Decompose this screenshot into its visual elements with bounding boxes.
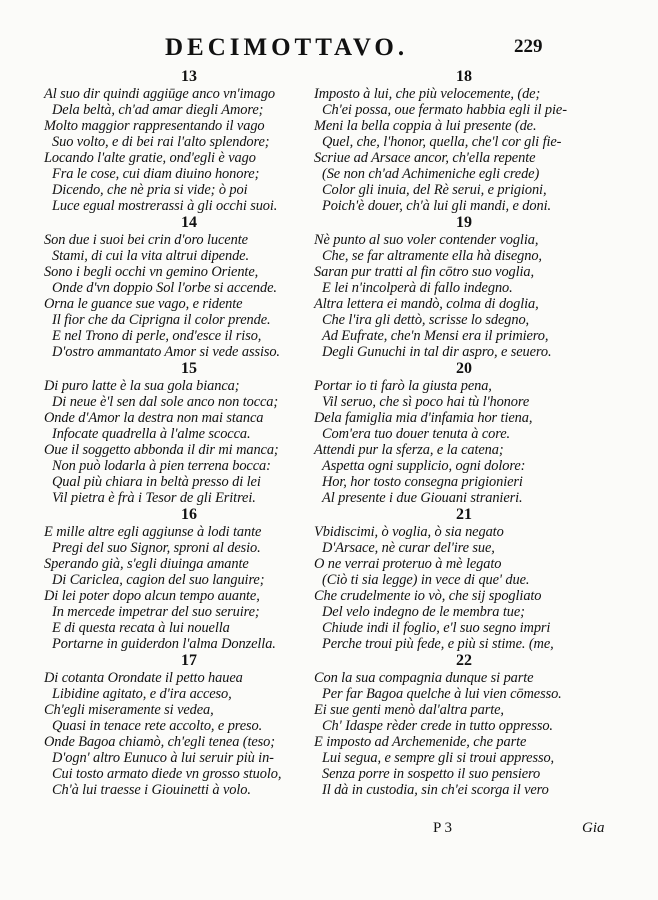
verse-line: E imposto ad Archemenide, che parte xyxy=(314,734,527,750)
verse-line: Di cotanta Orondate il petto hauea xyxy=(44,670,243,686)
page-number: 229 xyxy=(514,36,543,57)
verse-line: O ne verrai proteruo à mè legato xyxy=(314,556,502,572)
verse-line: Di Caricleа, cagion del suo languire; xyxy=(52,572,265,588)
verse-line: Orna le guance sue vago, e ridente xyxy=(44,296,243,312)
stanza xyxy=(44,506,344,652)
verse-line: Stami, di cui la vita altrui dipende. xyxy=(52,248,249,264)
verse-line: Onde d'vn doppio Sol l'orbe si accende. xyxy=(52,280,277,296)
verse-line: Com'era tuo douer tenuta à core. xyxy=(322,426,510,442)
verse-line: Di puro latte è la sua gola bianca; xyxy=(44,378,240,394)
verse-line: Locando l'alte gratie, ond'egli è vago xyxy=(44,150,256,166)
verse-line: Il dà in custodia, sin ch'ei scorga il vero xyxy=(322,782,549,798)
right-column xyxy=(314,68,624,798)
verse-line: (Ciò ti sia legge) in vece di que' due. xyxy=(322,572,530,588)
verse-line: Al presente i due Giouani stranieri. xyxy=(322,490,523,506)
verse-line: Pregi del suo Signor, sproni al desio. xyxy=(52,540,261,556)
verse-line: Attendi pur la sferza, e la catena; xyxy=(314,442,504,458)
verse-line: Altra lettera ei mandò, colma di doglia, xyxy=(314,296,539,312)
verse-line: (Se non ch'ad Achimeniche egli crede) xyxy=(322,166,540,182)
verse-line: Oue il soggetto abbonda il dir mi manca; xyxy=(44,442,279,458)
stanza-number: 20 xyxy=(456,360,472,377)
verse-line: Nè punto al suo voler contender voglia, xyxy=(314,232,539,248)
verse-line: Ch' Idaspe rèder crede in tutto oppresso. xyxy=(322,718,553,734)
verse-line: Chiude indi il foglio, e'l suo segno impri xyxy=(322,620,551,636)
verse-line: Infocate quadrella à l'alme scocca. xyxy=(52,426,251,442)
verse-line: Dela beltà, ch'ad amar diegli Amore; xyxy=(52,102,264,118)
verse-line: Il fior che da Ciprigna il color prende. xyxy=(52,312,271,328)
verse-line: Meni la bella coppia à lui presente (de. xyxy=(314,118,537,134)
verse-line: Non può lodarla à pien terrena bocca: xyxy=(52,458,271,474)
verse-line: Saran pur tratti al fin cōtro suo voglia, xyxy=(314,264,535,280)
verse-line: Degli Gunuchi in tal dir aspro, e seuero. xyxy=(322,344,552,360)
verse-line: Dela famiglia mia d'infamia hor tiena, xyxy=(314,410,533,426)
verse-line: Aspetta ogni supplicio, ogni dolore: xyxy=(322,458,526,474)
verse-line: Lui segua, e sempre gli si troui appresso, xyxy=(322,750,555,766)
verse-line: Poich'è douer, ch'à lui gli mandi, e doni. xyxy=(322,198,551,214)
verse-line: Senza porre in sospetto il suo pensiero xyxy=(322,766,541,782)
verse-line: Scriue ad Arsace ancor, ch'ella repente xyxy=(314,150,536,166)
verse-line: Ch'à lui traesse i Giouinetti à volo. xyxy=(52,782,251,798)
stanza-number: 15 xyxy=(181,360,197,377)
signature-mark: P 3 xyxy=(433,820,453,836)
verse-line: Del velo indegno de le membra tue; xyxy=(322,604,525,620)
stanza xyxy=(44,214,344,360)
verse-line: Molto maggior rappresentando il vago xyxy=(44,118,265,134)
verse-line: Ch'ei possa, oue fermato habbia egli il pie- xyxy=(322,102,567,118)
stanza xyxy=(44,652,344,798)
page-footer xyxy=(0,820,658,842)
verse-line: Hor, hor tosto consegna prigionieri xyxy=(322,474,523,490)
verse-line: In mercede impetrar del suo seruire; xyxy=(52,604,260,620)
verse-line: D'Arsace, nè curar del'ire sue, xyxy=(322,540,495,556)
verse-line: Quel, che, l'honor, quella, che'l cor gli fie- xyxy=(322,134,562,150)
stanza xyxy=(314,652,624,798)
verse-line: Con la sua compagnia dunque si parte xyxy=(314,670,534,686)
verse-line: E lei n'incolperà di fallo indegno. xyxy=(322,280,513,296)
verse-line: Son due i suoi bei crin d'oro lucente xyxy=(44,232,248,248)
stanza-number: 18 xyxy=(456,68,472,85)
stanza-number: 14 xyxy=(181,214,197,231)
verse-line: Perche troui più fede, e più si stime. (me, xyxy=(322,636,554,652)
verse-line: D'ogn' altro Eunuco à lui seruir più in- xyxy=(52,750,274,766)
stanza-number: 13 xyxy=(181,68,197,85)
verse-line: Onde d'Amor la destra non mai stanca xyxy=(44,410,264,426)
verse-line: Ch'egli miseramente si vedea, xyxy=(44,702,214,718)
verse-line: E di questa recata à lui nouella xyxy=(52,620,230,636)
running-title: DECIMOTTAVO. xyxy=(165,34,409,61)
verse-line: Libidine agitato, e d'ira acceso, xyxy=(52,686,232,702)
verse-line: Per far Bagoa quelche à lui vien cōmesso. xyxy=(322,686,562,702)
verse-line: Onde Bagoa chiamò, ch'egli tenea (teso; xyxy=(44,734,275,750)
verse-line: Luce egual mostrerassi à gli occhi suoi. xyxy=(52,198,278,214)
verse-line: Color gli inuia, del Rè serui, e prigioni, xyxy=(322,182,547,198)
stanza-number: 19 xyxy=(456,214,472,231)
verse-line: Che crudelmente io vò, che sij spogliato xyxy=(314,588,542,604)
verse-line: Qual più chiara in beltà presso di lei xyxy=(52,474,261,490)
stanza-number: 16 xyxy=(181,506,197,523)
stanza xyxy=(44,68,344,214)
verse-line: Ad Eufrate, che'n Mensi era il primiero, xyxy=(322,328,549,344)
verse-line: Di lei poter dopo alcun tempo auante, xyxy=(44,588,260,604)
verse-line: Al suo dir quindi aggiūge anco vn'imago xyxy=(44,86,276,102)
verse-line: Portar io ti farò la giusta pena, xyxy=(314,378,492,394)
page-header xyxy=(0,34,658,68)
verse-line: Portarne in guiderdon l'alma Donzella. xyxy=(52,636,276,652)
verse-line: Sono i begli occhi vn gemino Oriente, xyxy=(44,264,259,280)
verse-line: Imposto à lui, che più velocemente, (de; xyxy=(314,86,541,102)
verse-line: Di neue è'l sen dal sole anco non tocca; xyxy=(52,394,279,410)
stanza-number: 21 xyxy=(456,506,472,523)
verse-line: Suo volto, e di bei rai l'alto splendore; xyxy=(52,134,270,150)
left-column xyxy=(44,68,344,798)
stanza xyxy=(314,360,624,506)
stanza xyxy=(44,360,344,506)
verse-line: Ei sue genti menò dal'altra parte, xyxy=(314,702,504,718)
verse-line: Cui tosto armato diede vn grosso stuolo, xyxy=(52,766,282,782)
stanza xyxy=(314,68,624,214)
verse-line: E mille altre egli aggiunse à lodi tante xyxy=(44,524,262,540)
verse-line: E nel Trono di perle, ond'esce il riso, xyxy=(52,328,262,344)
verse-line: Dicendo, che nè pria si vide; ò poi xyxy=(52,182,248,198)
verse-line: Che, se far altramente ella hà disegno, xyxy=(322,248,542,264)
stanza xyxy=(314,506,624,652)
stanza-number: 22 xyxy=(456,652,472,669)
verse-line: Vbidiscimi, ò voglia, ò sia negato xyxy=(314,524,504,540)
verse-line: Vil pietra è frà i Tesor de gli Eritrei. xyxy=(52,490,256,506)
stanza xyxy=(314,214,624,360)
stanza-number: 17 xyxy=(181,652,197,669)
catchword: Gia xyxy=(582,820,605,836)
verse-line: Quasi in tenace rete accolto, e preso. xyxy=(52,718,263,734)
verse-line: Vil seruo, che sì poco hai tù l'honore xyxy=(322,394,530,410)
verse-line: Fra le cose, cui diam diuino honore; xyxy=(52,166,260,182)
verse-line: Sperando già, s'egli diuinga amante xyxy=(44,556,249,572)
verse-line: D'ostro ammantato Amor si vede assiso. xyxy=(52,344,280,360)
verse-line: Che l'ira gli dettò, scrisse lo sdegno, xyxy=(322,312,530,328)
